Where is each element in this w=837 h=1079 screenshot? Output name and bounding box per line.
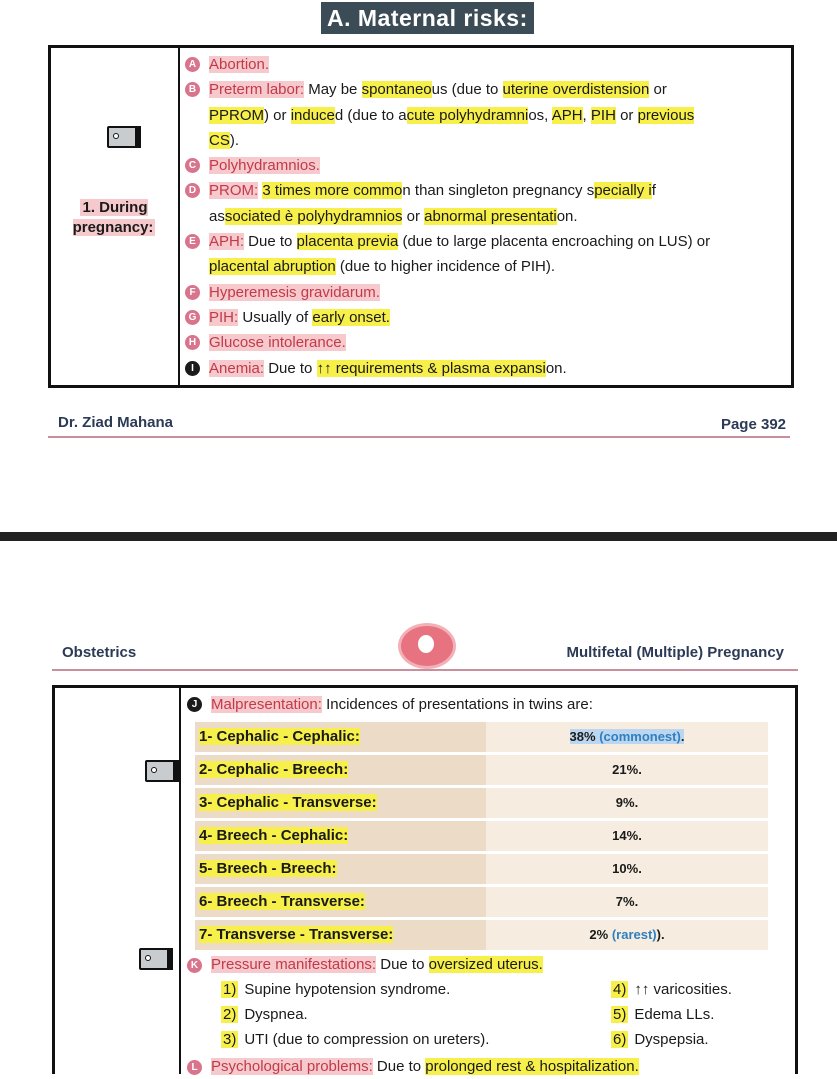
page-header: [52, 637, 798, 671]
column-divider: [179, 688, 181, 1074]
header-chapter: Multifetal (Multiple) Pregnancy: [566, 644, 784, 661]
list-item: D PROM: 3 times more common than singleton pregnancy specially if: [185, 178, 785, 203]
table-row: 3- Cephalic - Transverse: 9%.: [195, 788, 789, 818]
presentation-table: [195, 722, 789, 950]
bullet-d: D: [185, 183, 200, 198]
bullet-f: F: [185, 285, 200, 300]
bullet-h: H: [185, 335, 200, 350]
maternal-risks-table: [48, 45, 794, 388]
page-footer: [48, 414, 790, 438]
table-row: 2- Cephalic - Breech: 21%.: [195, 755, 789, 785]
section-label: 1. During pregnancy:: [72, 199, 154, 236]
list-item: H Glucose intolerance.: [185, 330, 785, 355]
table-row: 7- Transverse - Transverse: 2% (rarest)).: [195, 920, 789, 950]
list-item-continuation: PPROM) or induced (due to acute polyhydramnios, APH, PIH or previous: [209, 106, 695, 124]
list-item: 3) UTI (due to compression on ureters).: [223, 1031, 490, 1048]
bullet-i: I: [185, 361, 200, 376]
page-separator: [0, 532, 837, 541]
video-icon[interactable]: [139, 948, 173, 970]
page-title: A. Maternal risks:: [321, 2, 534, 34]
list-item-continuation: associated è polyhydramnios or abnormal presentation.: [209, 207, 578, 225]
list-item-continuation: placental abruption (due to higher incidence of PIH).: [209, 258, 556, 276]
list-item: 1) Supine hypotension syndrome.: [223, 981, 451, 998]
list-item: E APH: Due to placenta previa (due to large placenta encroaching on LUS) or: [185, 229, 785, 254]
risk-list: [185, 52, 785, 381]
fetus-logo-icon: [398, 623, 456, 669]
bullet-b: B: [185, 82, 200, 97]
video-icon[interactable]: [145, 760, 179, 782]
bullet-a: A: [185, 57, 200, 72]
pressure-heading: K Pressure manifestations: Due to oversized uterus.: [187, 953, 789, 977]
malpresentation-heading: J Malpresentation: Incidences of presentations in twins are:: [187, 692, 789, 718]
table-row: 4- Breech - Cephalic: 14%.: [195, 821, 789, 851]
list-item: F Hyperemesis gravidarum.: [185, 280, 785, 305]
bullet-e: E: [185, 234, 200, 249]
footer-page-number: Page 392: [720, 416, 786, 433]
list-item: 6) Dyspepsia.: [613, 1031, 709, 1048]
table-row: 6- Breech - Transverse: 7%.: [195, 887, 789, 917]
list-item: I Anemia: Due to ↑↑ requirements & plasma expansion.: [185, 356, 785, 381]
list-item: 2) Dyspnea.: [223, 1006, 308, 1023]
bullet-k: K: [187, 958, 202, 973]
list-item-continuation: CS).: [209, 131, 240, 149]
pressure-list: [221, 977, 789, 1055]
list-item: 4) ↑↑ varicosities.: [613, 981, 732, 998]
psychological-heading: L Psychological problems: Due to prolonged rest & hospitalization.: [187, 1055, 789, 1079]
list-item: A Abortion.: [185, 52, 785, 77]
video-icon[interactable]: [107, 126, 141, 148]
twin-risks-table: [52, 685, 798, 1074]
bullet-c: C: [185, 158, 200, 173]
twin-content: [187, 692, 789, 1079]
list-item: B Preterm labor: May be spontaneous (due to uterine overdistension or: [185, 77, 785, 102]
column-divider: [178, 48, 180, 385]
table-row: 1- Cephalic - Cephalic: 38% (commonest).: [195, 722, 789, 752]
list-item: G PIH: Usually of early onset.: [185, 305, 785, 330]
bullet-g: G: [185, 310, 200, 325]
table-row: 5- Breech - Breech: 10%.: [195, 854, 789, 884]
header-subject: Obstetrics: [62, 644, 137, 661]
bullet-j: J: [187, 697, 202, 712]
footer-author: Dr. Ziad Mahana: [58, 414, 174, 431]
bullet-l: L: [187, 1060, 202, 1075]
list-item: 5) Edema LLs.: [613, 1006, 715, 1023]
list-item: C Polyhydramnios.: [185, 153, 785, 178]
